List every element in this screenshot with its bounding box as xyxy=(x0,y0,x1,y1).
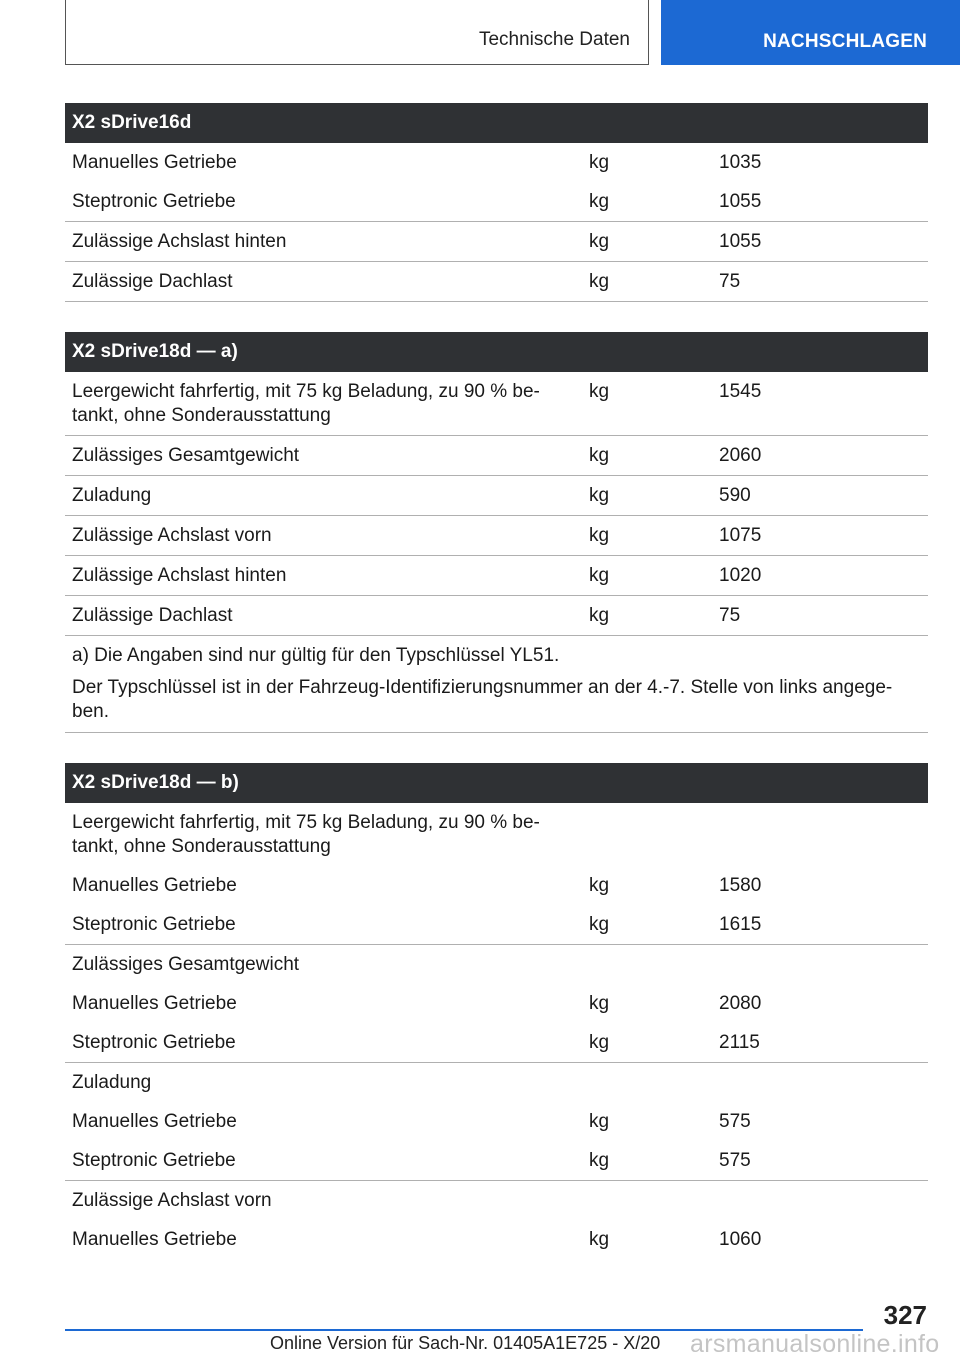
spec-table xyxy=(65,103,928,302)
chapter-tab[interactable]: NACHSCHLAGEN xyxy=(661,0,960,65)
table-footnote: Der Typschlüssel ist in der Fahrzeug-Identifizierungsnummer an der 4.-7. Stelle von links angege- ben. xyxy=(65,668,928,733)
row-label: Manuelles Getriebe xyxy=(72,875,237,896)
footer-watermark: arsmanualsonline.info xyxy=(690,1330,940,1358)
table-row xyxy=(65,1023,928,1063)
table-row xyxy=(65,803,928,866)
row-unit: kg xyxy=(589,381,610,402)
row-label: Leergewicht fahrfertig, mit 75 kg Beladung, zu 90 % be- tankt, ohne Sonderausstattung xyxy=(72,812,540,857)
row-value: 1075 xyxy=(719,525,762,546)
row-value: 1580 xyxy=(719,875,762,896)
row-value: 2115 xyxy=(719,1032,760,1053)
row-unit: kg xyxy=(589,445,610,466)
table-title: X2 sDrive18d — b) xyxy=(65,763,928,803)
row-label: Zuladung xyxy=(72,485,152,506)
row-label: Steptronic Getriebe xyxy=(72,1032,236,1053)
table-row xyxy=(65,476,928,516)
table-row xyxy=(65,143,928,182)
row-value: 590 xyxy=(719,485,751,506)
table-row xyxy=(65,1063,928,1102)
row-unit: kg xyxy=(589,914,610,935)
row-value: 75 xyxy=(719,605,741,626)
row-label: Steptronic Getriebe xyxy=(72,191,236,212)
row-value xyxy=(719,811,928,859)
table-row xyxy=(65,945,928,984)
footer-online-version: Online Version für Sach-Nr. 01405A1E725 - X/20 xyxy=(270,1333,661,1353)
row-unit: kg xyxy=(589,1032,610,1053)
row-label: Zulässige Achslast hinten xyxy=(72,231,287,252)
spec-table xyxy=(65,763,928,1259)
table-row xyxy=(65,556,928,596)
row-value: 575 xyxy=(719,1111,751,1132)
table-row xyxy=(65,905,928,945)
table-title: X2 sDrive18d — a) xyxy=(65,332,928,372)
table-row xyxy=(65,1220,928,1259)
table-row xyxy=(65,372,928,436)
table-title: X2 sDrive16d xyxy=(65,103,928,143)
row-value: 1545 xyxy=(719,381,762,402)
row-value xyxy=(719,953,928,977)
row-unit: kg xyxy=(589,152,610,173)
row-value: 2060 xyxy=(719,445,762,466)
table-footnote: a) Die Angaben sind nur gültig für den Typschlüssel YL51. xyxy=(72,645,560,666)
row-unit: kg xyxy=(589,191,610,212)
row-unit: kg xyxy=(589,1229,610,1250)
row-label: Manuelles Getriebe xyxy=(72,1229,237,1250)
spec-tables xyxy=(65,103,928,1289)
row-unit: kg xyxy=(589,605,610,626)
table-row xyxy=(65,1181,928,1220)
row-value: 1055 xyxy=(719,231,762,252)
row-label: Zulässige Achslast vorn xyxy=(72,1190,272,1211)
table-row xyxy=(65,866,928,905)
row-value: 575 xyxy=(719,1150,751,1171)
row-unit: kg xyxy=(589,231,610,252)
row-label: Manuelles Getriebe xyxy=(72,993,237,1014)
row-value: 1060 xyxy=(719,1229,762,1250)
row-value: 1035 xyxy=(719,152,762,173)
row-unit xyxy=(589,1071,719,1095)
row-unit: kg xyxy=(589,1111,610,1132)
row-unit: kg xyxy=(589,271,610,292)
row-value xyxy=(719,1071,928,1095)
row-label: Zulässiges Gesamtgewicht xyxy=(72,445,300,466)
table-row xyxy=(65,984,928,1023)
row-value: 2080 xyxy=(719,993,762,1014)
row-unit: kg xyxy=(589,993,610,1014)
table-row xyxy=(65,436,928,476)
row-unit: kg xyxy=(589,525,610,546)
row-unit: kg xyxy=(589,1150,610,1171)
table-row xyxy=(65,262,928,302)
row-label: Manuelles Getriebe xyxy=(72,1111,237,1132)
row-unit xyxy=(589,953,719,977)
row-label: Zulässige Dachlast xyxy=(72,271,233,292)
table-row xyxy=(65,1102,928,1141)
row-label: Steptronic Getriebe xyxy=(72,914,236,935)
row-value: 1055 xyxy=(719,191,762,212)
table-row xyxy=(65,222,928,262)
row-value: 1020 xyxy=(719,565,762,586)
row-unit: kg xyxy=(589,485,610,506)
table-row xyxy=(65,596,928,636)
row-label: Zulässige Achslast hinten xyxy=(72,565,287,586)
row-unit: kg xyxy=(589,565,610,586)
spec-table xyxy=(65,332,928,733)
row-unit: kg xyxy=(589,875,610,896)
row-unit xyxy=(589,1189,719,1213)
row-label: Zuladung xyxy=(72,1072,152,1093)
table-row xyxy=(65,1141,928,1181)
table-row xyxy=(65,516,928,556)
row-label: Zulässiges Gesamtgewicht xyxy=(72,954,300,975)
section-title: Technische Daten xyxy=(478,29,630,50)
page-number: 327 xyxy=(883,1300,927,1330)
page-header xyxy=(0,0,960,66)
row-unit xyxy=(589,811,719,859)
table-row xyxy=(65,182,928,222)
row-value xyxy=(719,1189,928,1213)
row-value: 1615 xyxy=(719,914,762,935)
row-value: 75 xyxy=(719,271,741,292)
row-label: Leergewicht fahrfertig, mit 75 kg Beladung, zu 90 % be- tankt, ohne Sonderausstattung xyxy=(72,381,540,426)
row-label: Steptronic Getriebe xyxy=(72,1150,236,1171)
row-label: Zulässige Dachlast xyxy=(72,605,233,626)
row-label: Manuelles Getriebe xyxy=(72,152,237,173)
row-label: Zulässige Achslast vorn xyxy=(72,525,272,546)
